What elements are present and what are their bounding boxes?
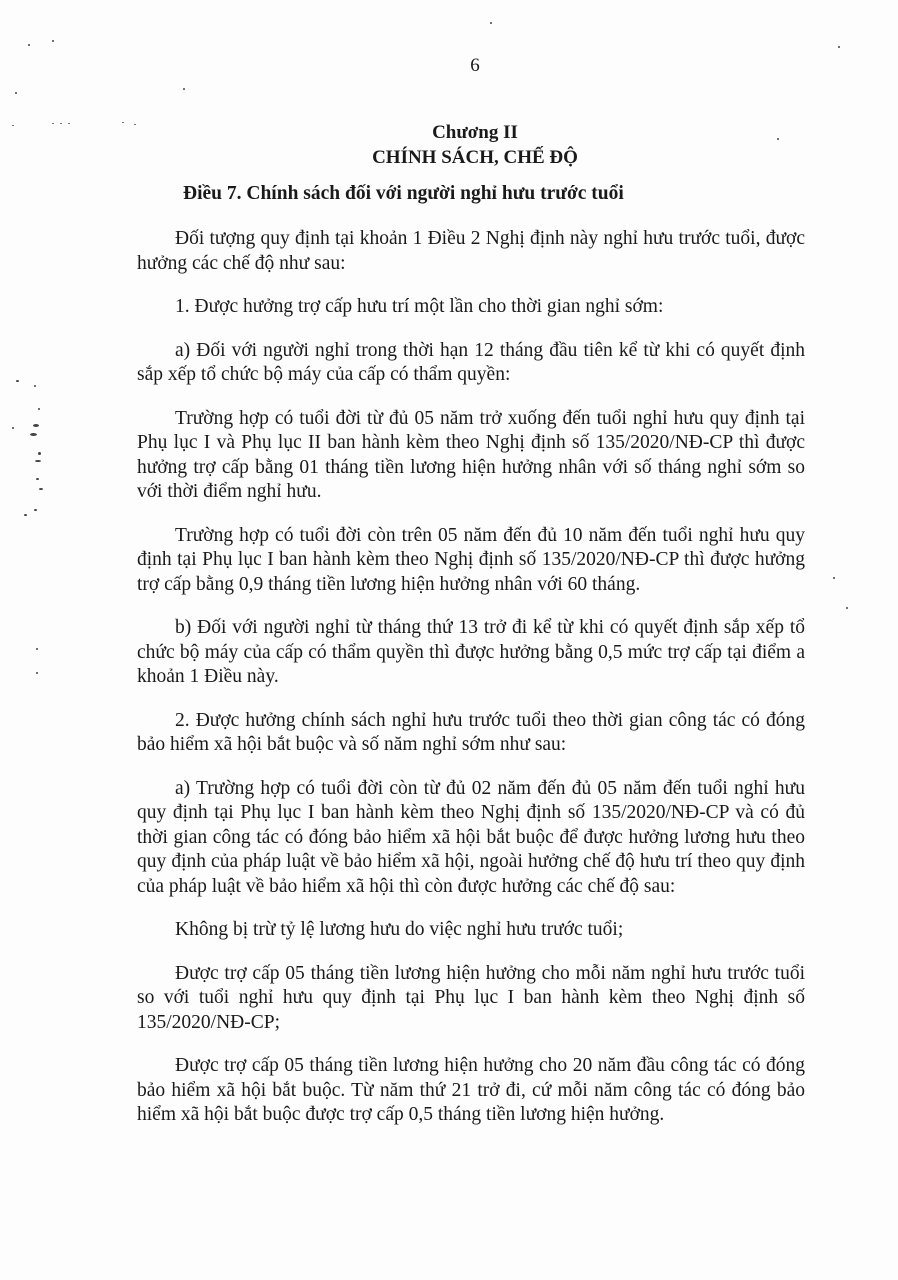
article-body [137,227,805,1147]
paragraph: b) Đối với người nghỉ từ tháng thứ 13 trở đi kể từ khi có quyết định sắp xếp tổ chức bộ máy của cấp có thẩm quyền thì được hưởng bằng 0,5 mức trợ cấp tại điểm a khoản 1 Điều này. [137,617,805,687]
paragraph: Trường hợp có tuổi đời từ đủ 05 năm trở xuống đến tuổi nghỉ hưu quy định tại Phụ lục I và Phụ lục II ban hành kèm theo Nghị định số 135/2020/NĐ-CP thì được hưởng trợ cấp bằng 01 tháng tiền lương hiện hưởng nhân với số tháng nghỉ sớm so với thời điểm nghỉ hưu. [137,407,805,502]
paragraph: 2. Được hưởng chính sách nghỉ hưu trước tuổi theo thời gian công tác có đóng bảo hiểm xã hội bắt buộc và số năm nghỉ sớm như sau: [137,709,805,755]
paragraph: Trường hợp có tuổi đời còn trên 05 năm đến đủ 10 năm đến tuổi nghỉ hưu quy định tại Phụ lục I ban hành kèm theo Nghị định số 135/2020/NĐ-CP thì được hưởng trợ cấp bằng 0,9 tháng tiền lương hiện hưởng nhân với 60 tháng. [137,524,805,595]
chapter-number: Chương II [432,122,518,143]
chapter-heading [0,120,898,170]
article-title: Điều 7. Chính sách đối với người nghỉ hưu trước tuổi [183,183,624,204]
paragraph: a) Đối với người nghỉ trong thời hạn 12 tháng đầu tiên kể từ khi có quyết định sắp xếp tổ chức bộ máy của cấp có thẩm quyền: [137,339,805,385]
chapter-title: CHÍNH SÁCH, CHẾ ĐỘ [372,147,578,168]
page-number: 6 [470,55,480,76]
paragraph: 1. Được hưởng trợ cấp hưu trí một lần cho thời gian nghỉ sớm: [175,296,664,317]
paragraph: Được trợ cấp 05 tháng tiền lương hiện hưởng cho mỗi năm nghỉ hưu trước tuổi so với tuổi nghỉ hưu quy định tại Phụ lục I ban hành kèm theo Nghị định số 135/2020/NĐ-CP; [137,962,805,1033]
paragraph: Không bị trừ tỷ lệ lương hưu do việc nghỉ hưu trước tuổi; [175,919,624,940]
paragraph: Được trợ cấp 05 tháng tiền lương hiện hưởng cho 20 năm đầu công tác có đóng bảo hiểm xã hội bắt buộc. Từ năm thứ 21 trở đi, cứ mỗi năm công tác có đóng bảo hiểm xã hội bắt buộc được trợ cấp 0,5 tháng tiền lương hiện hưởng. [137,1055,805,1125]
paragraph: a) Trường hợp có tuổi đời còn từ đủ 02 năm đến đủ 05 năm đến tuổi nghỉ hưu quy định tại Phụ lục I ban hành kèm theo Nghị định số 135/2020/NĐ-CP và có đủ thời gian công tác có đóng bảo hiểm xã hội bắt buộc để được hưởng lương hưu theo quy định của pháp luật về bảo hiểm xã hội, ngoài hưởng chế độ hưu trí theo quy định của pháp luật về bảo hiểm xã hội thì còn được hưởng các chế độ sau: [137,777,805,897]
paragraph: Đối tượng quy định tại khoản 1 Điều 2 Nghị định này nghỉ hưu trước tuổi, được hưởng các chế độ như sau: [137,228,805,274]
